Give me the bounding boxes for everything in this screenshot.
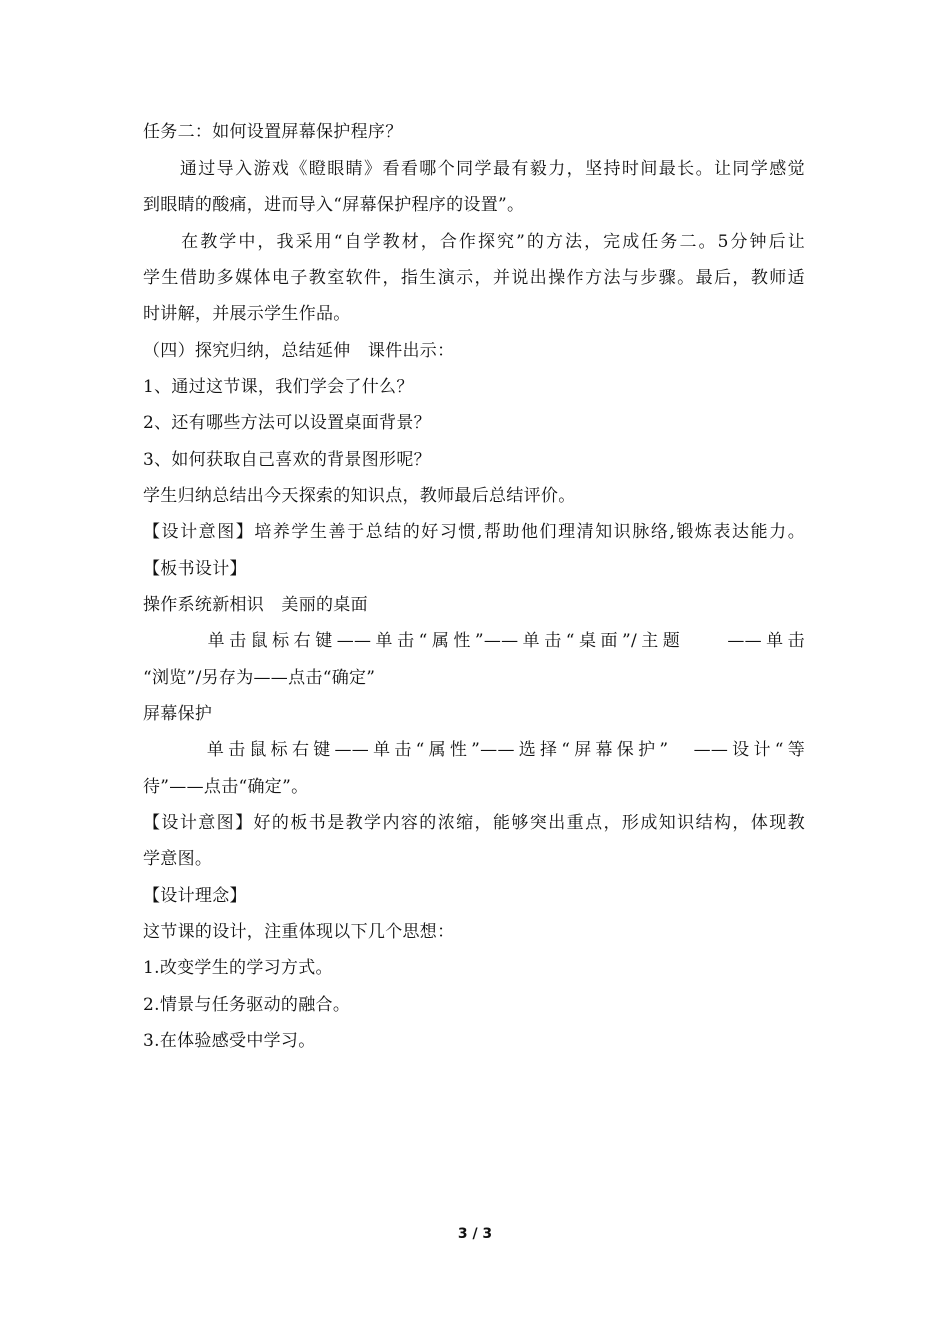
list-item: 2、还有哪些方法可以设置桌面背景？ <box>143 413 431 433</box>
paragraph-line: 到眼睛的酸痛，进而导入“屏幕保护程序的设置”。 <box>143 195 525 215</box>
list-item: 1.改变学生的学习方式。 <box>143 958 333 978</box>
board-line: 单击鼠标右键——单击“属性”——单击“桌面”/主题 ——单击 <box>143 631 805 651</box>
board-line: 屏幕保护 <box>143 704 213 724</box>
task-heading: 任务二：如何设置屏幕保护程序？ <box>143 122 403 142</box>
design-intent-line: 【设计意图】培养学生善于总结的好习惯,帮助他们理清知识脉络,锻炼表达能力。 <box>143 522 805 542</box>
design-intent-line: 学意图。 <box>143 849 213 869</box>
board-line: 操作系统新相识 美丽的桌面 <box>143 595 368 615</box>
board-line: 单击鼠标右键——单击“属性”——选择“屏幕保护” ——设计“等 <box>143 740 805 760</box>
page-number: 3 / 3 <box>457 1226 493 1242</box>
paragraph-line: 时讲解，并展示学生作品。 <box>143 304 351 324</box>
board-design-heading: 【板书设计】 <box>143 559 247 579</box>
list-item: 1、通过这节课，我们学会了什么？ <box>143 377 414 397</box>
board-line: 待”——点击“确定”。 <box>143 777 309 797</box>
paragraph-line: 通过导入游戏《瞪眼睛》看看哪个同学最有毅力，坚持时间最长。让同学感觉 <box>143 159 805 179</box>
list-item: 3、如何获取自己喜欢的背景图形呢？ <box>143 450 431 470</box>
list-item: 3.在体验感受中学习。 <box>143 1031 316 1051</box>
board-line: “浏览”/另存为——点击“确定” <box>143 668 376 688</box>
design-concept-heading: 【设计理念】 <box>143 886 247 906</box>
list-item: 2.情景与任务驱动的融合。 <box>143 995 351 1015</box>
paragraph-line: 学生借助多媒体电子教室软件，指生演示，并说出操作方法与步骤。最后，教师适 <box>143 268 805 288</box>
section-heading: （四）探究归纳，总结延伸 课件出示： <box>143 341 455 361</box>
paragraph-line: 这节课的设计，注重体现以下几个思想： <box>143 922 455 942</box>
design-intent-line: 【设计意图】好的板书是教学内容的浓缩，能够突出重点，形成知识结构，体现教 <box>143 813 805 833</box>
paragraph-line: 学生归纳总结出今天探索的知识点，教师最后总结评价。 <box>143 486 576 506</box>
paragraph-line: 在教学中，我采用“自学教材，合作探究”的方法，完成任务二。5分钟后让 <box>143 232 805 252</box>
